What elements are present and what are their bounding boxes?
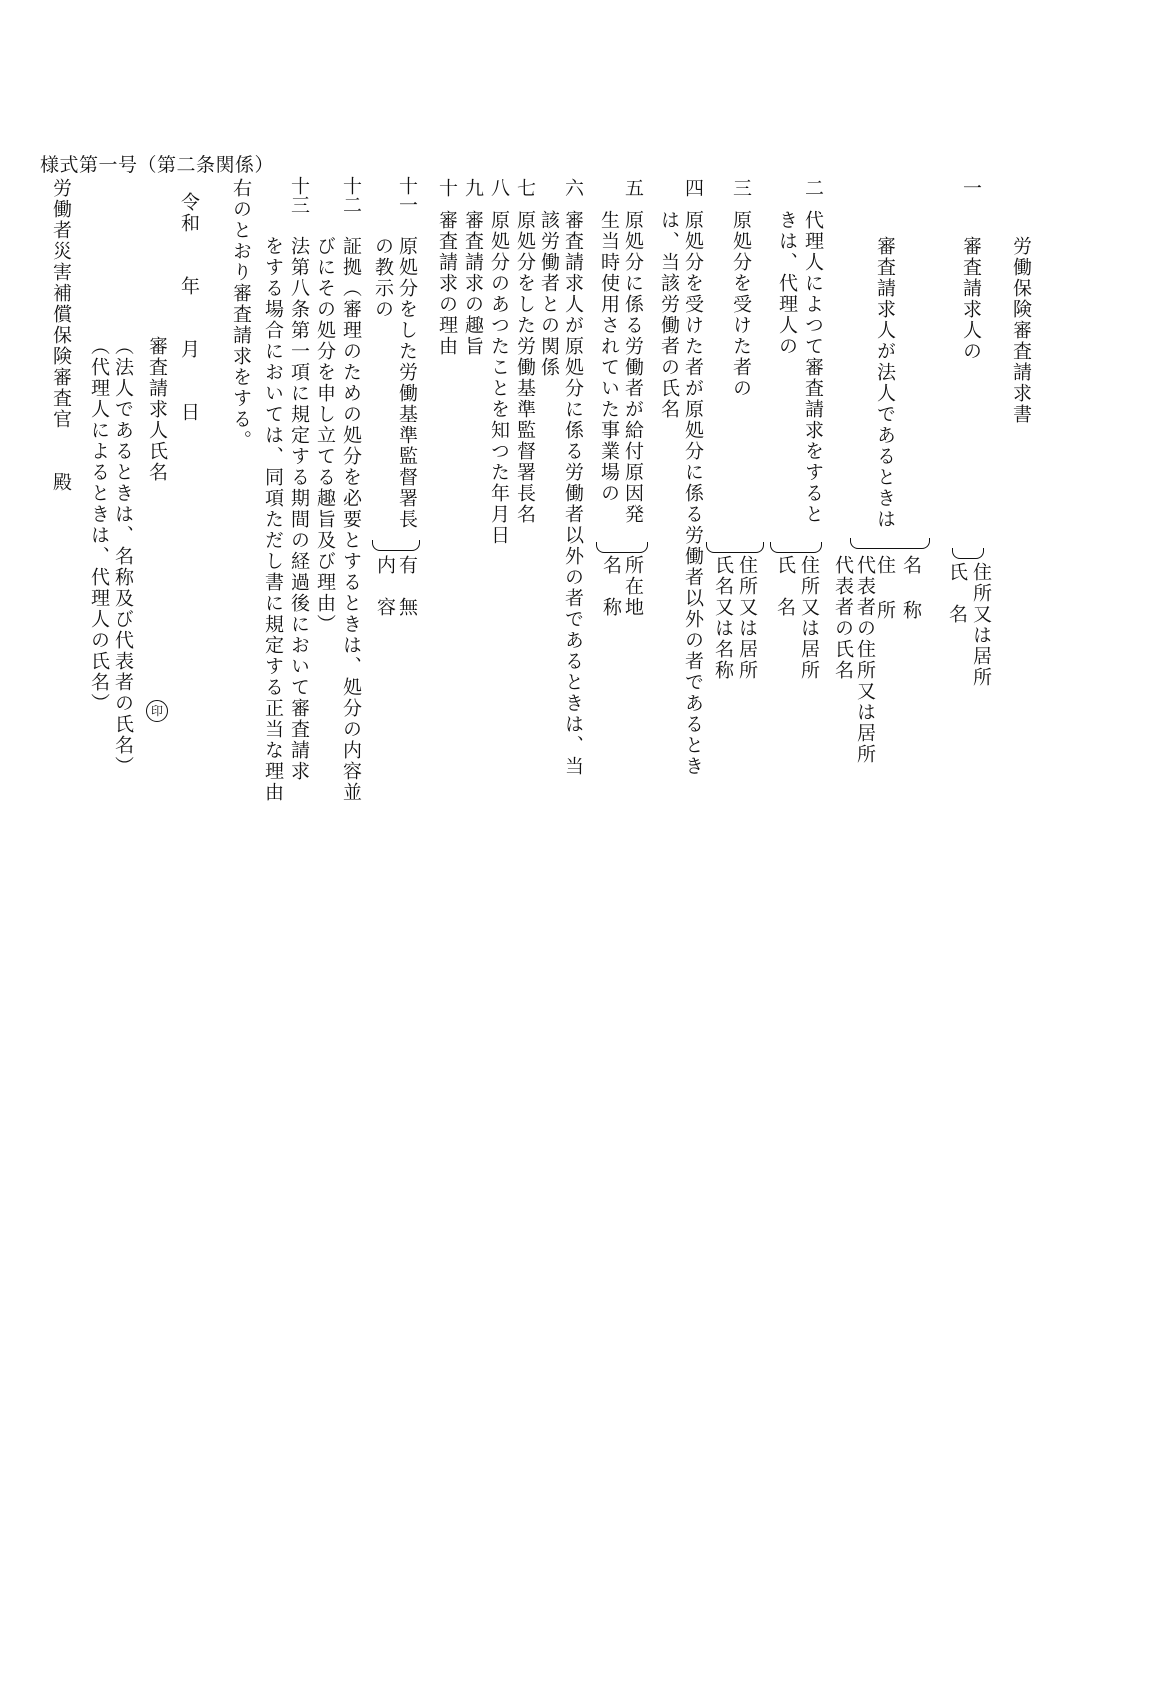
item-1-label: 審査請求人の (960, 236, 982, 362)
item-3-number: 三 (730, 178, 752, 197)
item-5-field-name: 名 称 (600, 555, 622, 618)
item-4-number: 四 (682, 178, 704, 197)
corporate-brace (850, 538, 930, 549)
item-10-number: 十 (436, 178, 458, 197)
requester-name-label: 審査請求人氏名 (146, 336, 168, 483)
item-1-number: 一 (960, 178, 982, 197)
item-5-label: 原処分に係る労働者が給付原因発 (622, 210, 644, 525)
date-line: 令和 年 月 日 (178, 192, 200, 423)
item-11-field-content: 内 容 (374, 555, 396, 618)
corporate-field-address: 住 所 (874, 555, 896, 621)
item-3-brace (706, 542, 764, 553)
item-5-number: 五 (622, 178, 644, 197)
item-1-brace (952, 548, 984, 559)
item-2-label: 代理人によつて審査請求をすると (802, 210, 824, 525)
item-7-label: 原処分をした労働基準監督署長名 (514, 210, 536, 525)
item-3-field-name: 氏名又は名称 (712, 555, 734, 681)
item-4-label-cont: は、当該労働者の氏名 (658, 210, 680, 420)
corporate-field-rep-name: 代表者の氏名 (832, 555, 854, 681)
item-6-label: 審査請求人が原処分に係る労働者以外の者であるときは、当 (562, 210, 584, 777)
item-13-number: 十三 (288, 176, 310, 214)
form-title: 労働保険審査請求書 (1010, 236, 1032, 425)
item-2-field-address: 住所又は居所 (798, 555, 820, 681)
closing-statement: 右のとおり審査請求をする。 (230, 178, 252, 451)
item-1-field-name: 氏 名 (946, 562, 968, 625)
item-11-label: 原処分をした労働基準監督署長 (396, 236, 418, 530)
item-7-number: 七 (514, 178, 536, 197)
item-11-number: 十一 (396, 176, 418, 214)
requester-note-agent: （代理人によるときは、代理人の氏名） (88, 336, 110, 714)
item-12-number: 十二 (340, 176, 362, 214)
item-9-label: 審査請求の趣旨 (462, 210, 484, 357)
item-5-field-location: 所在地 (622, 555, 644, 618)
item-11-field-presence: 有 無 (396, 555, 418, 618)
item-6-number: 六 (562, 178, 584, 197)
item-1-field-address: 住所又は居所 (970, 562, 992, 688)
item-11-brace (372, 540, 420, 551)
item-2-brace (770, 542, 822, 553)
item-8-number: 八 (488, 178, 510, 197)
item-11-label-cont: の教示の (372, 236, 394, 320)
item-6-label-cont: 該労働者との関係 (538, 210, 560, 378)
item-5-label-cont: 生当時使用されていた事業場の (598, 210, 620, 504)
item-2-number: 二 (802, 178, 824, 197)
corporate-requester-label: 審査請求人が法人であるときは (874, 236, 896, 530)
item-8-label: 原処分のあつたことを知つた年月日 (488, 210, 510, 546)
form-header: 様式第一号（第二条関係） (40, 154, 275, 176)
item-12-label-cont: びにその処分を申し立てる趣旨及び理由） (314, 236, 336, 635)
item-3-label: 原処分を受けた者の (730, 210, 752, 399)
seal-mark: 印 (146, 700, 168, 722)
item-10-label: 審査請求の理由 (436, 210, 458, 357)
item-4-label: 原処分を受けた者が原処分に係る労働者以外の者であるとき (682, 210, 704, 777)
corporate-field-rep-address: 代表者の住所又は居所 (854, 555, 876, 765)
requester-note-corporate: （法人であるときは、名称及び代表者の氏名） (112, 336, 134, 777)
item-5-brace (596, 542, 648, 553)
item-3-field-address: 住所又は居所 (736, 555, 758, 681)
item-2-label-cont: きは、代理人の (776, 210, 798, 357)
item-12-label: 証拠（審理のための処分を必要とするときは、処分の内容並 (340, 236, 362, 803)
item-13-label: 法第八条第一項に規定する期間の経過後において審査請求 (288, 236, 310, 782)
item-9-number: 九 (462, 178, 484, 197)
item-13-label-cont: をする場合においては、同項ただし書に規定する正当な理由 (262, 236, 284, 803)
corporate-field-name: 名 称 (900, 555, 922, 621)
addressee: 労働者災害補償保険審査官 殿 (50, 178, 72, 493)
item-2-field-name: 氏 名 (774, 555, 796, 618)
